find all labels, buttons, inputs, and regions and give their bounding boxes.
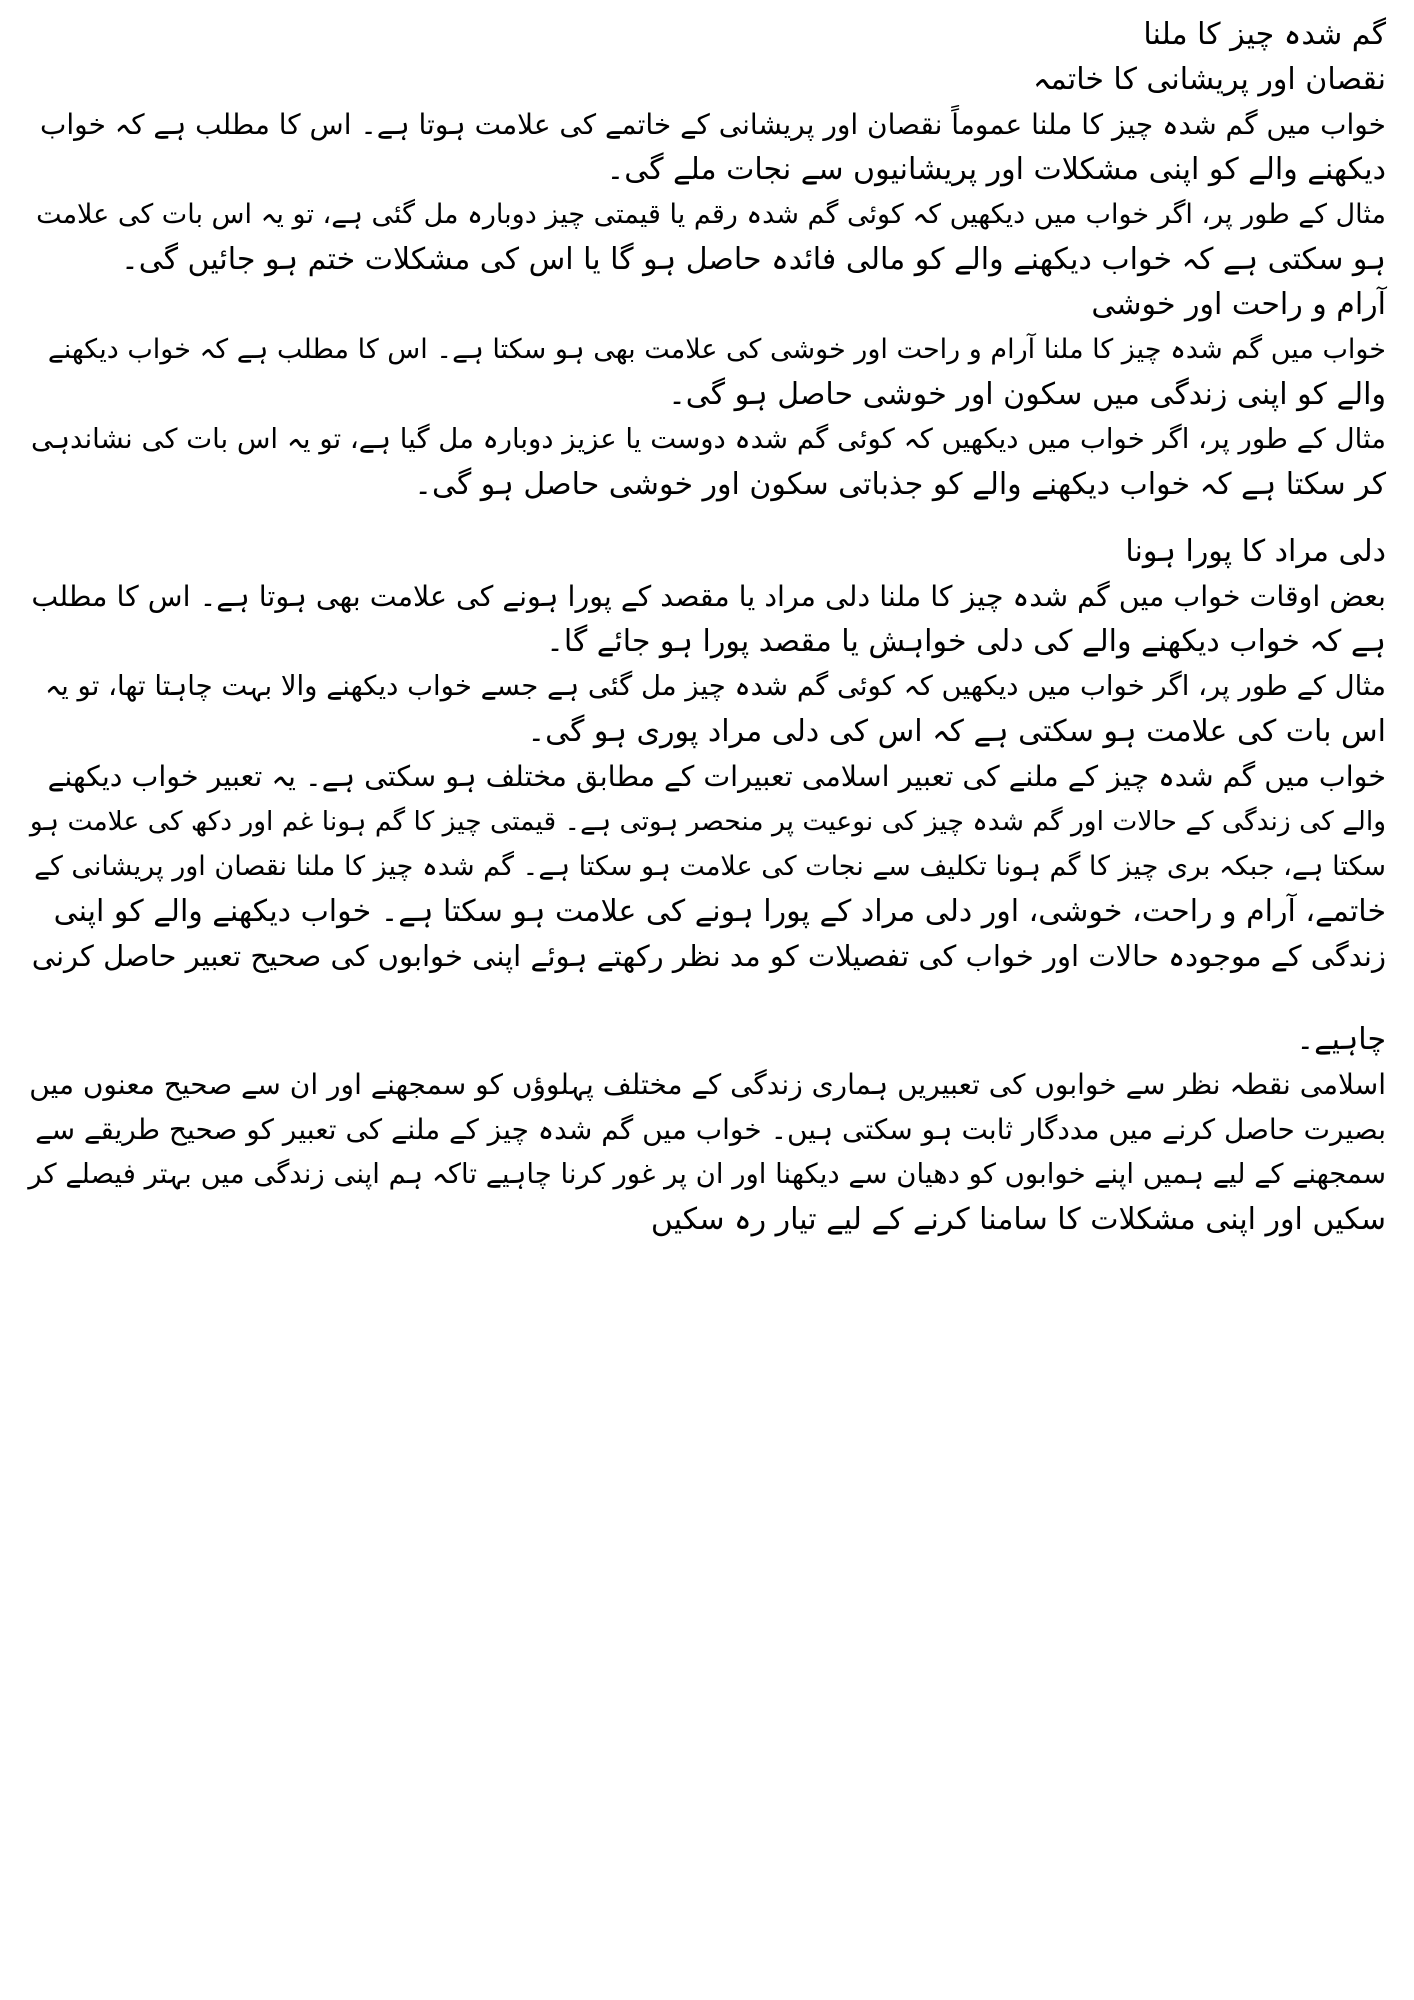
paragraph-line: خواب میں گم شدہ چیز کا ملنا عموماً نقصان اور پریشانی کے خاتمے کی علامت ہوتا ہے۔ اس کا مطلب ہے کہ خواب [39,108,1386,141]
paragraph-line: سمجھنے کے لیے ہمیں اپنے خوابوں کو دھیان سے دیکھنا اور ان پر غور کرنا چاہیے تاکہ ہم اپنی زندگی میں بہتر فیصلے کر [28,1158,1386,1190]
paragraph-line: دیکھنے والے کو اپنی مشکلات اور پریشانیوں سے نجات ملے گی۔ [606,152,1386,187]
paragraph-line: مثال کے طور پر، اگر خواب میں دیکھیں کہ کوئی گم شدہ دوست یا عزیز دوبارہ مل گیا ہے، تو یہ اس بات کی نشاندہی [31,423,1386,455]
section-heading-comfort-joy: آرام و راحت اور خوشی [1091,287,1386,322]
section-heading-loss-end: نقصان اور پریشانی کا خاتمہ [1032,62,1386,97]
paragraph-line: زندگی کے موجودہ حالات اور خواب کی تفصیلات کو مد نظر رکھتے ہوئے اپنی خوابوں کی صحیح تعبیر حاصل کرنی [31,939,1386,973]
section-heading-wish-fulfilled: دلی مراد کا پورا ہونا [1125,534,1386,569]
paragraph-line: مثال کے طور پر، اگر خواب میں دیکھیں کہ کوئی گم شدہ چیز مل گئی ہے جسے خواب دیکھنے والا بہت چاہتا تھا، تو یہ [44,670,1386,702]
paragraph-line: چاہیے۔ [1296,1022,1386,1057]
paragraph-line: سکتا ہے، جبکہ بری چیز کا گم ہونا تکلیف سے نجات کی علامت ہو سکتا ہے۔ گم شدہ چیز کا ملنا نقصان اور پریشانی کے [34,851,1386,882]
paragraph-line: خاتمے، آرام و راحت، خوشی، اور دلی مراد کے پورا ہونے کی علامت ہو سکتا ہے۔ خواب دیکھنے والے کو اپنی [53,894,1386,929]
paragraph-line: ہو سکتی ہے کہ خواب دیکھنے والے کو مالی فائدہ حاصل ہو گا یا اس کی مشکلات ختم ہو جائیں گی۔ [121,242,1386,277]
paragraph-line: سکیں اور اپنی مشکلات کا سامنا کرنے کے لیے تیار رہ سکیں [650,1202,1386,1237]
paragraph-line: والے کو اپنی زندگی میں سکون اور خوشی حاصل ہو گی۔ [668,377,1386,412]
paragraph-line: والے کی زندگی کے حالات اور گم شدہ چیز کی نوعیت پر منحصر ہوتی ہے۔ قیمتی چیز کا گم ہونا غم اور دکھ کی علامت ہو [29,806,1386,837]
paragraph-line: اس بات کی علامت ہو سکتی ہے کہ اس کی دلی مراد پوری ہو گی۔ [527,714,1386,749]
paragraph-line: اسلامی نقطہ نظر سے خوابوں کی تعبیریں ہماری زندگی کے مختلف پہلوؤں کو سمجھنے اور ان سے صحیح معنوں میں [29,1068,1386,1101]
paragraph-line: کر سکتا ہے کہ خواب دیکھنے والے کو جذباتی سکون اور خوشی حاصل ہو گی۔ [414,467,1386,502]
paragraph-line: بعض اوقات خواب میں گم شدہ چیز کا ملنا دلی مراد یا مقصد کے پورا ہونے کی علامت بھی ہوتا ہے۔ اس کا مطلب [31,580,1386,613]
paragraph-line: ہے کہ خواب دیکھنے والے کی دلی خواہش یا مقصد پورا ہو جائے گا۔ [546,624,1386,659]
article-title: گم شدہ چیز کا ملنا [1143,17,1386,52]
paragraph-line: مثال کے طور پر، اگر خواب میں دیکھیں کہ کوئی گم شدہ رقم یا قیمتی چیز دوبارہ مل گئی ہے، تو یہ اس بات کی علامت [36,199,1386,230]
paragraph-line: بصیرت حاصل کرنے میں مددگار ثابت ہو سکتی ہیں۔ خواب میں گم شدہ چیز کے ملنے کی تعبیر کو صحیح طریقے سے [35,1113,1386,1146]
paragraph-line: خواب میں گم شدہ چیز کے ملنے کی تعبیر اسلامی تعبیرات کے مطابق مختلف ہو سکتی ہے۔ یہ تعبیر خواب دیکھنے [47,760,1386,793]
paragraph-line: خواب میں گم شدہ چیز کا ملنا آرام و راحت اور خوشی کی علامت بھی ہو سکتا ہے۔ اس کا مطلب ہے کہ خواب دیکھنے [47,334,1386,365]
